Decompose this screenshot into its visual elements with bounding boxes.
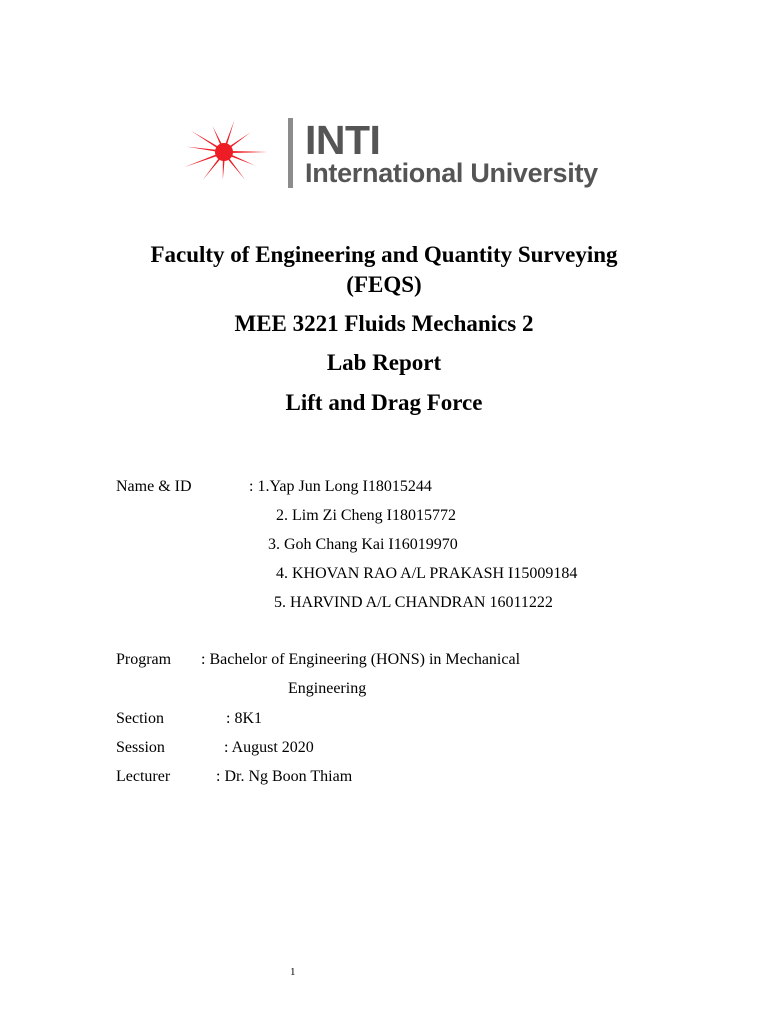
lecturer-value: : Dr. Ng Boon Thiam — [216, 768, 353, 785]
section-label: Section — [116, 710, 164, 727]
member-4: 4. KHOVAN RAO A/L PRAKASH I15009184 — [276, 565, 578, 582]
faculty-title-line2: (FEQS) — [346, 272, 422, 297]
program-value: : Bachelor of Engineering (HONS) in Mechanical — [201, 651, 521, 668]
report-topic: Lift and Drag Force — [285, 390, 483, 415]
program-label: Program — [116, 651, 172, 668]
course-title: MEE 3221 Fluids Mechanics 2 — [234, 311, 534, 336]
lecturer-label: Lecturer — [116, 768, 171, 785]
logo-brand-text: INTI — [305, 117, 381, 163]
session-value: : August 2020 — [224, 739, 314, 756]
logo-subtitle-text: International University — [305, 158, 598, 188]
page-number: 1 — [290, 966, 296, 978]
section-value: : 8K1 — [226, 710, 262, 727]
session-label: Session — [116, 739, 165, 756]
name-id-label: Name & ID — [116, 478, 192, 495]
report-type: Lab Report — [326, 350, 442, 375]
member-2: 2. Lim Zi Cheng I18015772 — [276, 507, 456, 524]
program-value-continued: Engineering — [288, 680, 367, 697]
faculty-title-line1: Faculty of Engineering and Quantity Surveying — [150, 242, 618, 267]
member-3: 3. Goh Chang Kai I16019970 — [268, 536, 458, 553]
inti-starburst-icon — [176, 112, 276, 192]
member-1: : 1.Yap Jun Long I18015244 — [249, 478, 432, 495]
university-logo — [176, 112, 598, 192]
member-5: 5. HARVIND A/L CHANDRAN 16011222 — [274, 594, 553, 611]
logo-divider — [288, 118, 293, 188]
